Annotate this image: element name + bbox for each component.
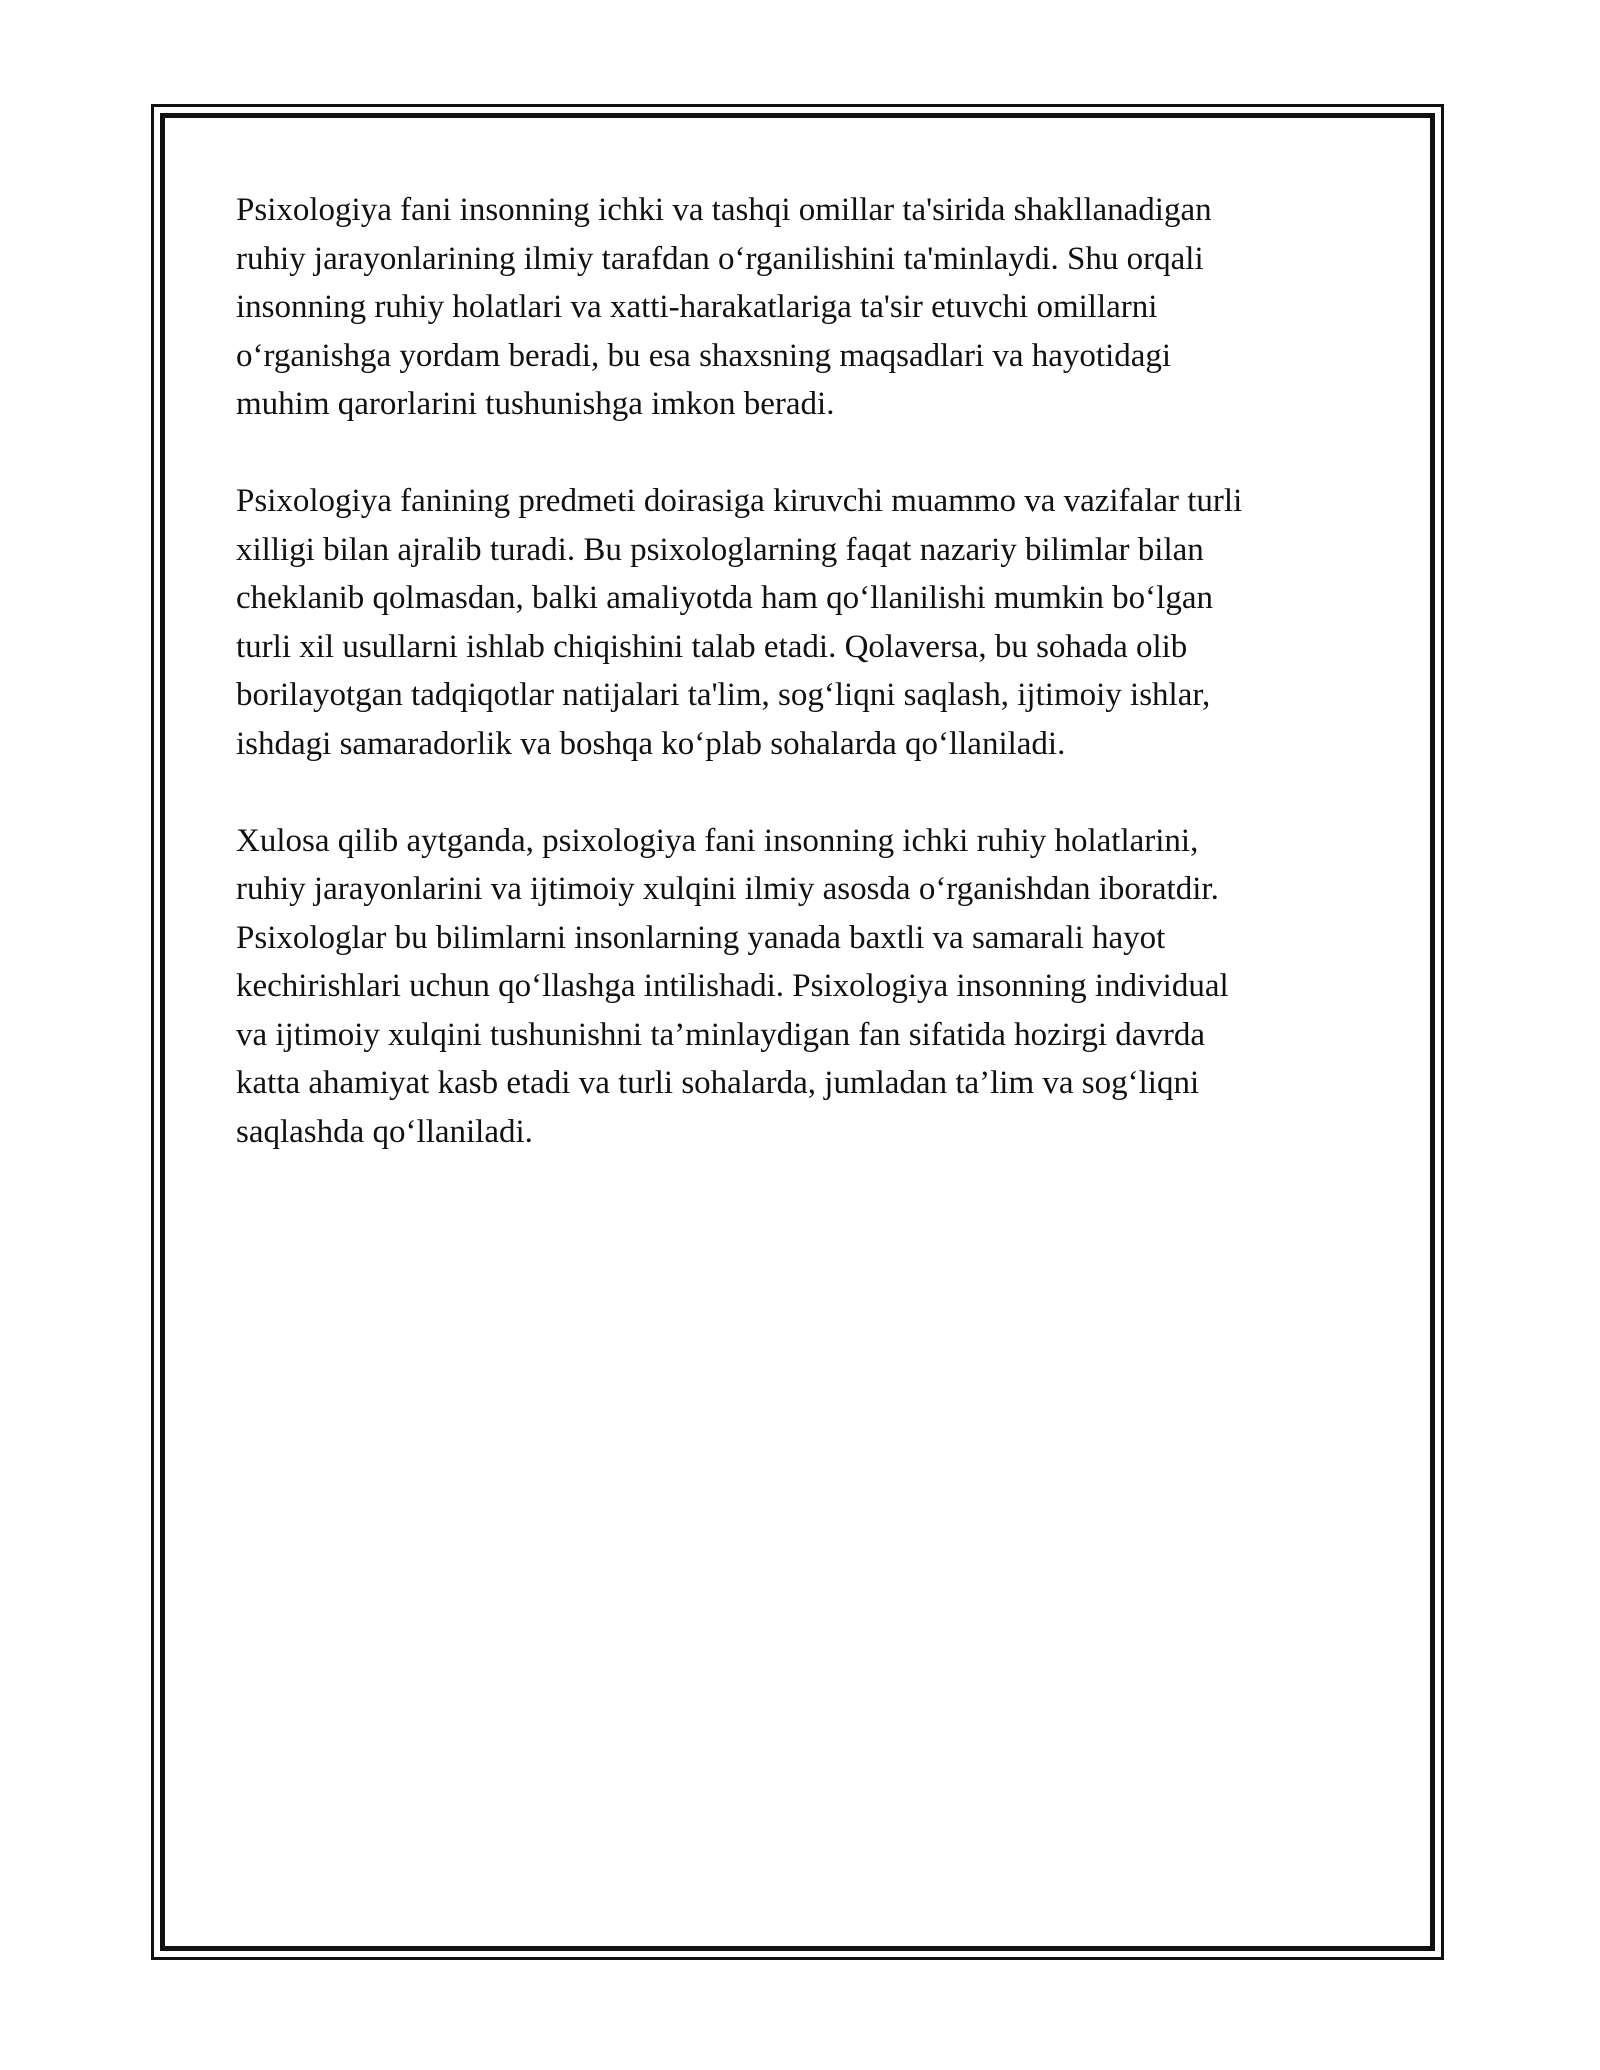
text-line: cheklanib qolmasdan, balki amaliyotda ham qo‘llanilishi mumkin bo‘lgan: [236, 580, 1213, 616]
text-line: borilayotgan tadqiqotlar natijalari ta'lim, sog‘liqni saqlash, ijtimoiy ishlar,: [236, 677, 1211, 713]
text-line: katta ahamiyat kasb etadi va turli sohalarda, jumladan ta’lim va sog‘liqni: [236, 1065, 1200, 1101]
text-line: muhim qarorlarini tushunishga imkon beradi.: [236, 386, 835, 422]
text-line: Psixologlar bu bilimlarni insonlarning yanada baxtli va samarali hayot: [236, 919, 1166, 956]
paragraph-1: [236, 186, 1366, 429]
text-line: Psixologiya fani insonning ichki va tashqi omillar ta'sirida shakllanadigan: [236, 192, 1212, 228]
paragraph-3: [236, 817, 1366, 1157]
text-line: Psixologiya fanining predmeti doirasiga kiruvchi muammo va vazifalar turli: [236, 483, 1243, 519]
text-line: o‘rganishga yordam beradi, bu esa shaxsning maqsadlari va hayotidagi: [236, 337, 1172, 374]
text-line: turli xil usullarni ishlab chiqishini talab etadi. Qolaversa, bu sohada olib: [236, 628, 1188, 665]
text-line: ruhiy jarayonlarining ilmiy tarafdan o‘rganilishini ta'minlaydi. Shu orqali: [236, 240, 1204, 277]
text-line: va ijtimoiy xulqini tushunishni ta’minlaydigan fan sifatida hozirgi davrda: [236, 1016, 1206, 1053]
text-line: ruhiy jarayonlarini va ijtimoiy xulqini ilmiy asosda o‘rganishdan iboratdir.: [236, 871, 1219, 907]
text-line: Xulosa qilib aytganda, psixologiya fani insonning ichki ruhiy holatlarini,: [236, 822, 1199, 859]
text-line: xilligi bilan ajralib turadi. Bu psixologlarning faqat nazariy bilimlar bilan: [236, 531, 1204, 568]
paragraph-2: [236, 477, 1366, 768]
text-line: ishdagi samaradorlik va boshqa ko‘plab sohalarda qo‘llaniladi.: [236, 725, 1066, 762]
text-line: saqlashda qo‘llaniladi.: [236, 1113, 533, 1150]
text-line: insonning ruhiy holatlari va xatti-harakatlariga ta'sir etuvchi omillarni: [236, 289, 1158, 325]
document-body: [236, 186, 1366, 1205]
text-line: kechirishlari uchun qo‘llashga intilishadi. Psixologiya insonning individual: [236, 968, 1229, 1004]
